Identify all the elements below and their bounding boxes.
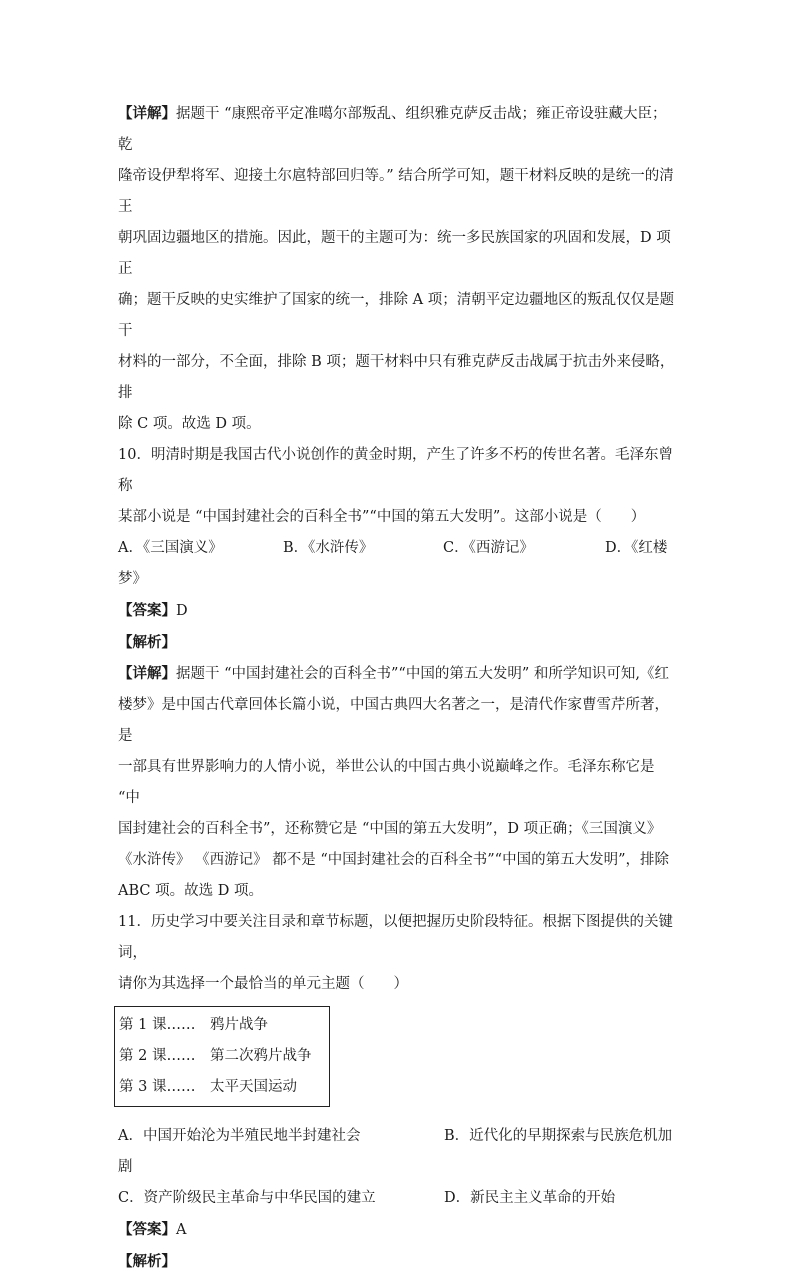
lesson-line: 第 3 课…… 太平天国运动: [119, 1079, 297, 1095]
detail-label: 【详解】: [118, 665, 176, 682]
q10-option-d: D．《红楼: [605, 540, 668, 556]
q10-option-d-cont: 梦》: [118, 571, 147, 587]
answer-label: 【答案】: [118, 1221, 176, 1238]
q11-option-b: B．近代化的早期探索与民族危机加: [444, 1128, 673, 1144]
q10-option-c: C．《西游记》: [443, 540, 534, 556]
q10-analysis-label: 【解析】: [118, 634, 176, 651]
q10-detail-line: 国封建社会的百科全书”，还称赞它是 “中国的第五大发明”，D 项正确；《三国演义》: [118, 821, 662, 837]
q11-options-row-2: [118, 1183, 678, 1214]
answer-value: A: [176, 1222, 187, 1238]
q11-option-a: A．中国开始沦为半殖民地半封建社会: [118, 1128, 361, 1144]
q10-stem-line: 某部小说是 “中国封建社会的百科全书”“中国的第五大发明”。这部小说是（ ）: [118, 509, 646, 525]
q11-lesson-box: [114, 1006, 330, 1107]
q10-option-b: B．《水浒传》: [283, 540, 374, 556]
q11-options-row-1: [118, 1121, 678, 1152]
q11-stem-line: 11．历史学习中要关注目录和章节标题，以便把握历史阶段特征。根据下图提供的关键词，: [118, 914, 673, 961]
q10-detail-line: ABC 项。故选 D 项。: [118, 883, 263, 899]
lesson-line: 第 1 课…… 鸦片战争: [119, 1017, 268, 1033]
q9-detail-line: 确；题干反映的史实维护了国家的统一，排除 A 项；清朝平定边疆地区的叛乱仅仅是题干: [118, 292, 675, 339]
q9-detail-line: 除 C 项。故选 D 项。: [118, 416, 261, 432]
q10-options: [118, 533, 678, 564]
q11-option-c: C．资产阶级民主革命与中华民国的建立: [118, 1190, 376, 1206]
answer-value: D: [176, 603, 188, 619]
detail-label: 【详解】: [118, 105, 176, 122]
q11-option-d: D．新民主主义革命的开始: [444, 1190, 616, 1206]
q10-answer: [118, 595, 678, 627]
q10-detail-line: 《水浒传》 《西游记》 都不是 “中国封建社会的百科全书”“中国的第五大发明”，排除: [118, 852, 669, 868]
q11-option-b-cont: 剧: [118, 1159, 133, 1175]
q9-detail-line: 材料的一部分，不全面，排除 B 项；题干材料中只有雅克萨反击战属于抗击外来侵略，排: [118, 354, 675, 401]
q11-answer: [118, 1214, 678, 1246]
q9-detail-line: 【详解】据题干 “康熙帝平定准噶尔部叛乱、组织雅克萨反击战；雍正帝设驻藏大臣；乾: [118, 105, 667, 153]
lesson-line: 第 2 课…… 第二次鸦片战争: [119, 1048, 312, 1064]
q9-detail-line: 朝巩固边疆地区的措施。因此，题干的主题可为：统一多民族国家的巩固和发展，D 项正: [118, 230, 671, 277]
answer-label: 【答案】: [118, 602, 176, 619]
q10-detail-line: 一部具有世界影响力的人情小说，举世公认的中国古典小说巅峰之作。毛泽东称它是 “中: [118, 759, 655, 806]
q10-stem-line: 10．明清时期是我国古代小说创作的黄金时期，产生了许多不朽的传世名著。毛泽东曾称: [118, 447, 673, 494]
q11-stem-line: 请你为其选择一个最恰当的单元主题（ ）: [118, 976, 408, 992]
document-page: [118, 98, 678, 1277]
q10-detail-line: 楼梦》是中国古代章回体长篇小说，中国古典四大名著之一，是清代作家曹雪芹所著，是: [118, 697, 669, 744]
q11-analysis-label: 【解析】: [118, 1253, 176, 1270]
q9-detail-line: 隆帝设伊犁将军、迎接土尔扈特部回归等。” 结合所学可知，题干材料反映的是统一的清王: [118, 168, 674, 215]
q10-option-a: A．《三国演义》: [118, 540, 223, 556]
q10-detail-line: 【详解】据题干 “中国封建社会的百科全书”“中国的第五大发明” 和所学知识可知,《红: [118, 665, 669, 682]
